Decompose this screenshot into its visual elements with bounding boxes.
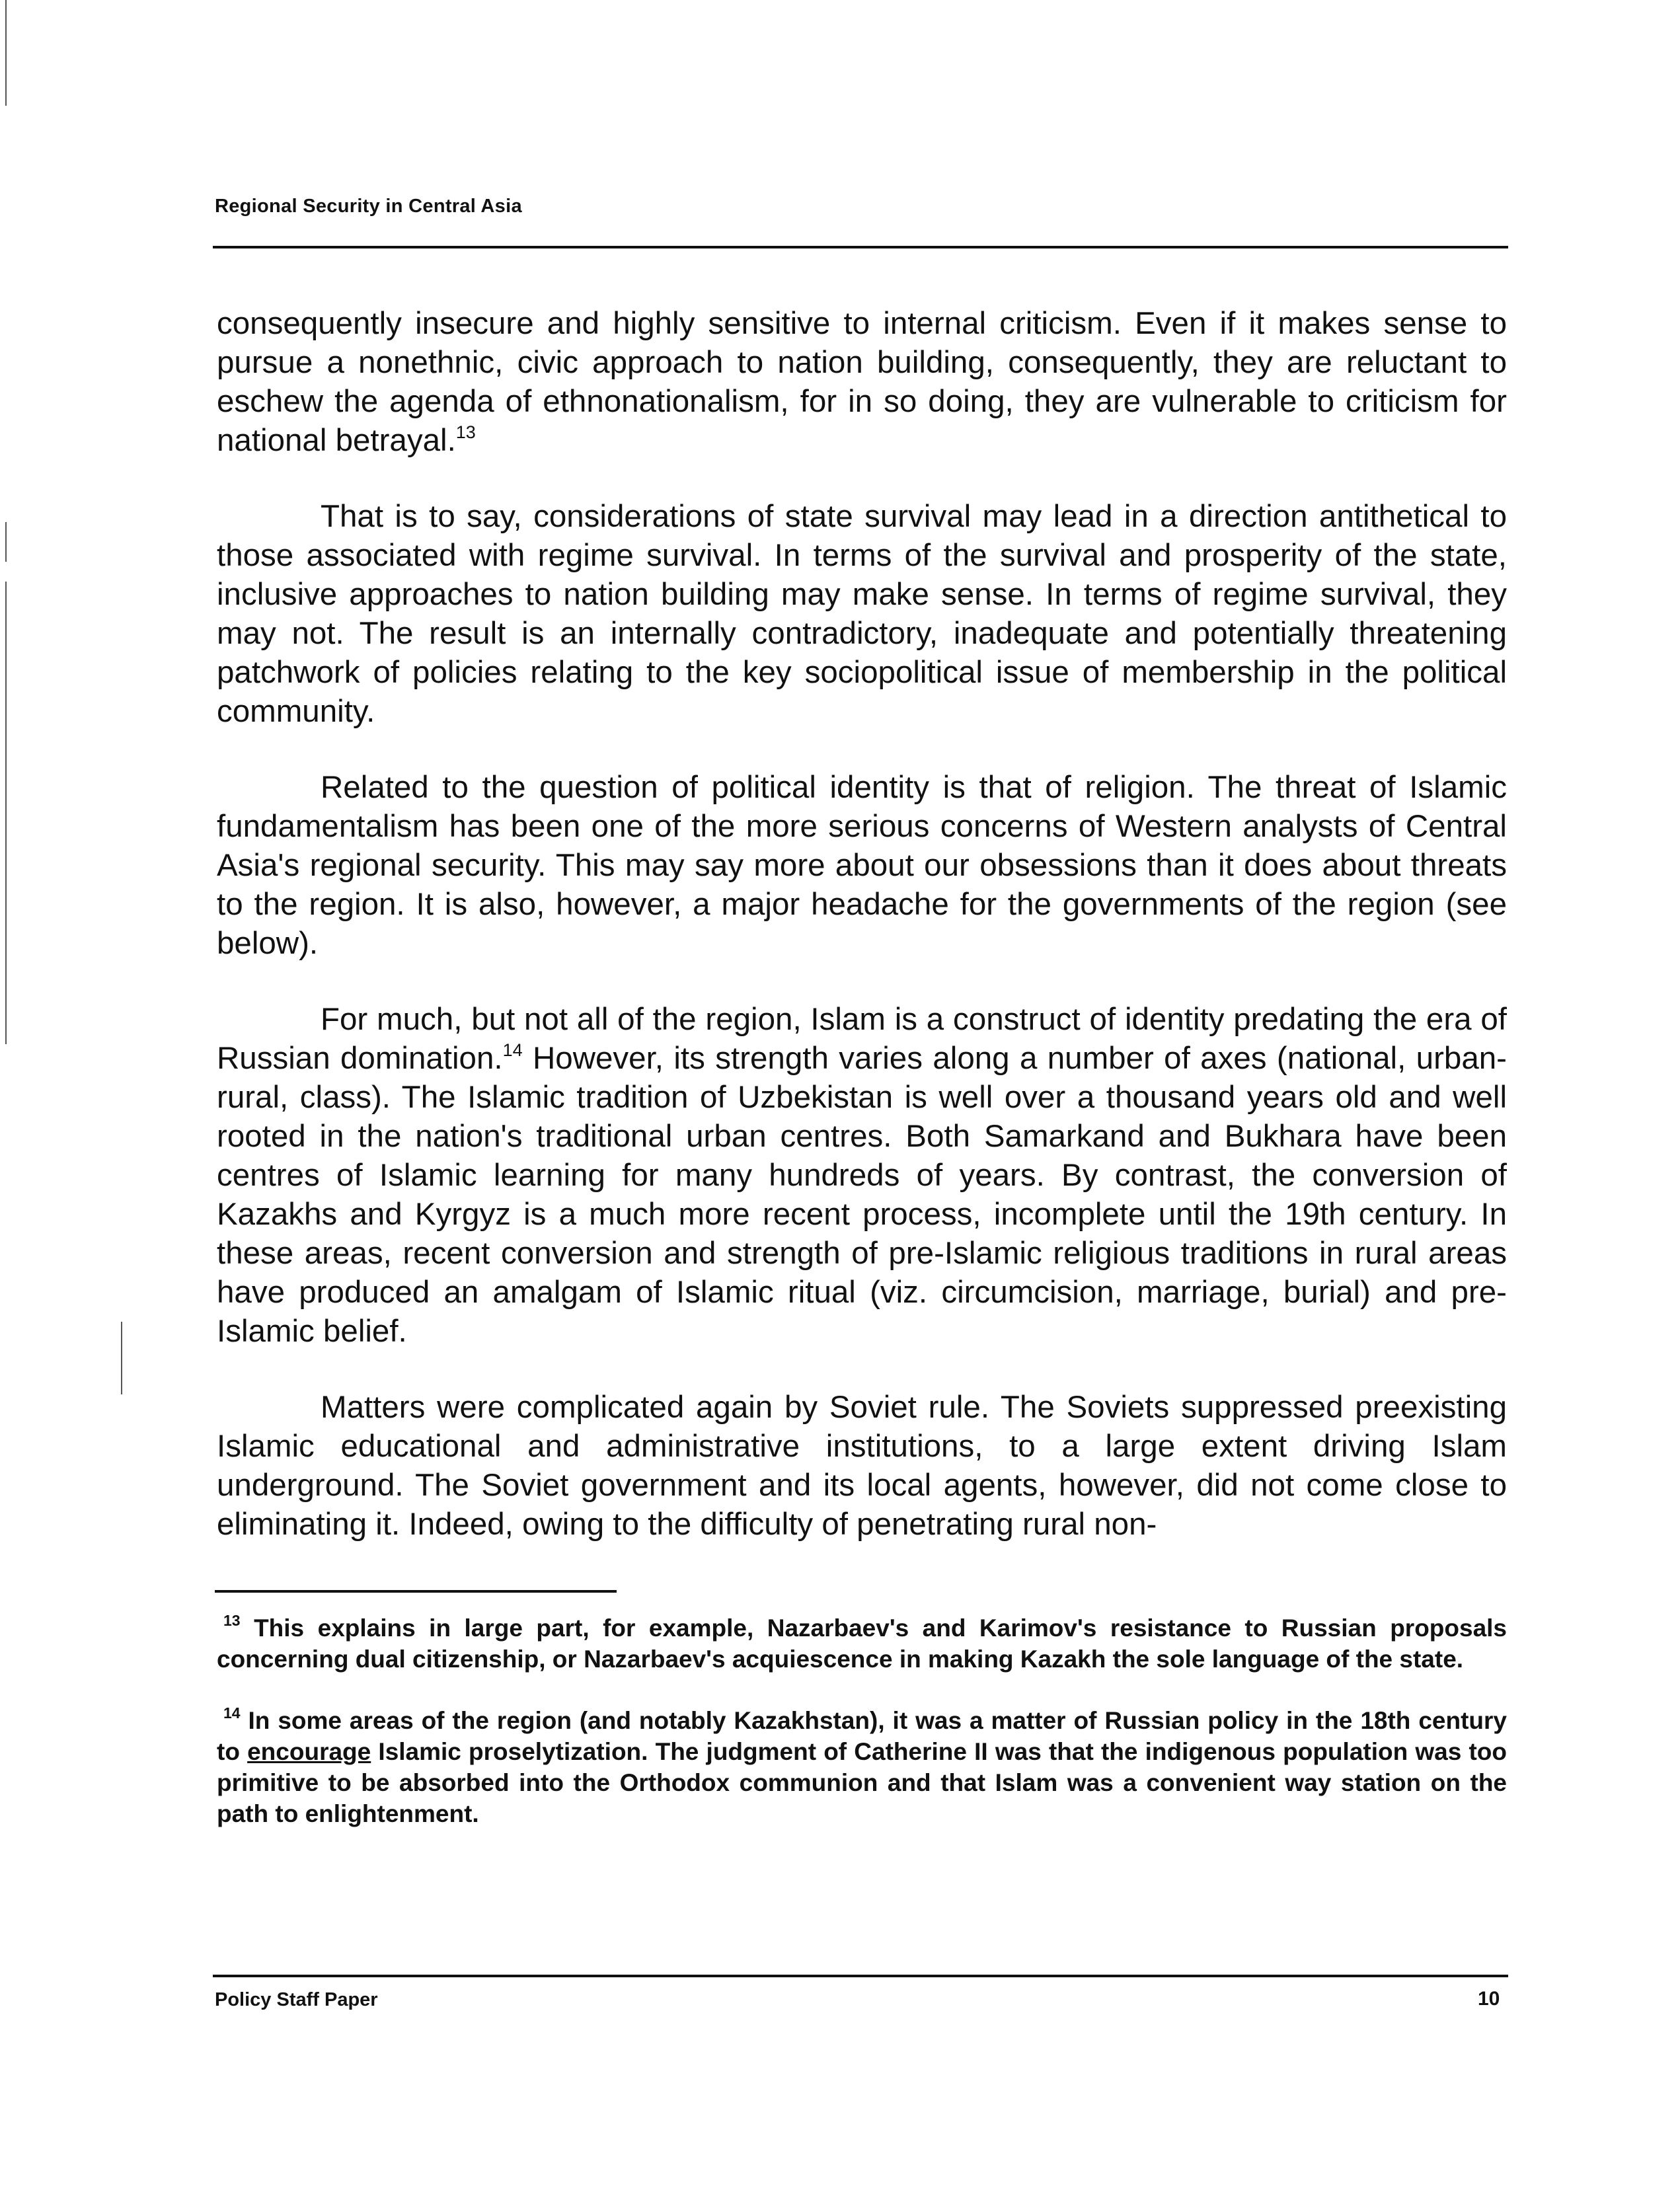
header-rule [213,246,1508,248]
footnote-text: Islamic proselytization. The judgment of Catherine II was that the indigenous population was too primitive to be absorbed into the Orthodox communion and that Islam was a convenient way station on the path to enlightenment. [217,1738,1508,1827]
footnote [217,1612,1507,1675]
footnote-text: In some areas of the region (and notably Kazakhstan), it was a matter of Russian policy in the 18th century to [217,1707,1507,1765]
footnotes [217,1612,1507,1860]
paragraph: Matters were complicated again by Soviet rule. The Soviets suppressed preexisting Islamic educational and administrative institutions, to a large extent driving Islam underground. The Soviet government and its local agents, however, did not come close to eliminating it. Indeed, owing to the difficulty of penetrating rural non- [217,1390,1507,1542]
paragraph-text: consequently insecure and highly sensitive to internal criticism. Even if it makes sense to pursue a nonethnic, civic approach to nation building, consequently, they are reluctant to eschew the agenda of ethnonationalism, for in so doing, they are vulnerable to criticism for national betrayal. [217,306,1507,458]
footnote-number: 13 [223,1612,241,1629]
paragraph: Related to the question of political identity is that of religion. The threat of Islamic fundamentalism has been one of the more serious concerns of Western analysts of Central Asia's regional security. This may say more about our obsessions than it does about threats to the region. It is also, however, a major headache for the governments of the region (see below). [217,770,1507,961]
main-body-text [217,304,1507,1581]
running-header: Regional Security in Central Asia [215,196,522,217]
paragraph: That is to say, considerations of state survival may lead in a direction antithetical to those associated with regime survival. In terms of the survival and prosperity of the state, inclusive approaches to nation building may make sense. In terms of regime survival, they may not. The result is an internally contradictory, inadequate and potentially threatening patchwork of policies relating to the key sociopolitical issue of membership in the political community. [217,499,1507,729]
scan-edge-mark [5,582,7,1044]
footer-rule [213,1975,1508,1977]
paragraph [217,304,1507,460]
footnote-emphasis: encourage [247,1738,371,1765]
paragraph [217,1000,1507,1351]
footnote-text: This explains in large part, for example, Nazarbaev's and Karimov's resistance to Russian proposals concerning dual citizenship, or Nazarbaev's acquiescence in making Kazakh the sole language of the state. [217,1614,1508,1673]
footer-publication: Policy Staff Paper [215,1989,378,2010]
scan-edge-mark [5,0,7,106]
page-number: 10 [1478,1988,1500,2010]
footnote-number: 14 [223,1704,241,1722]
paragraph-text: For much, but not all of the region, Islam is a construct of identity predating the era of Russian domination. [217,1002,1507,1076]
footnote-reference: 13 [455,422,476,442]
scan-edge-mark [5,522,7,562]
paragraph-text: However, its strength varies along a number of axes (national, urban-rural, class). The Islamic tradition of Uzbekistan is well over a thousand years old and well rooted in the nation's traditional urban centres. Both Samarkand and Bukhara have been centres of Islamic learning for many hundreds of years. By contrast, the conversion of Kazakhs and Kyrgyz is a much more recent process, incomplete until the 19th century. In these areas, recent conversion and strength of pre-Islamic religious traditions in rural areas have produced an amalgam of Islamic ritual (viz. circumcision, marriage, burial) and pre-Islamic belief. [217,1041,1507,1349]
scan-edge-mark [121,1322,122,1394]
footnote-reference: 14 [502,1040,523,1060]
footnote-separator [215,1590,617,1593]
footnote [217,1705,1507,1829]
